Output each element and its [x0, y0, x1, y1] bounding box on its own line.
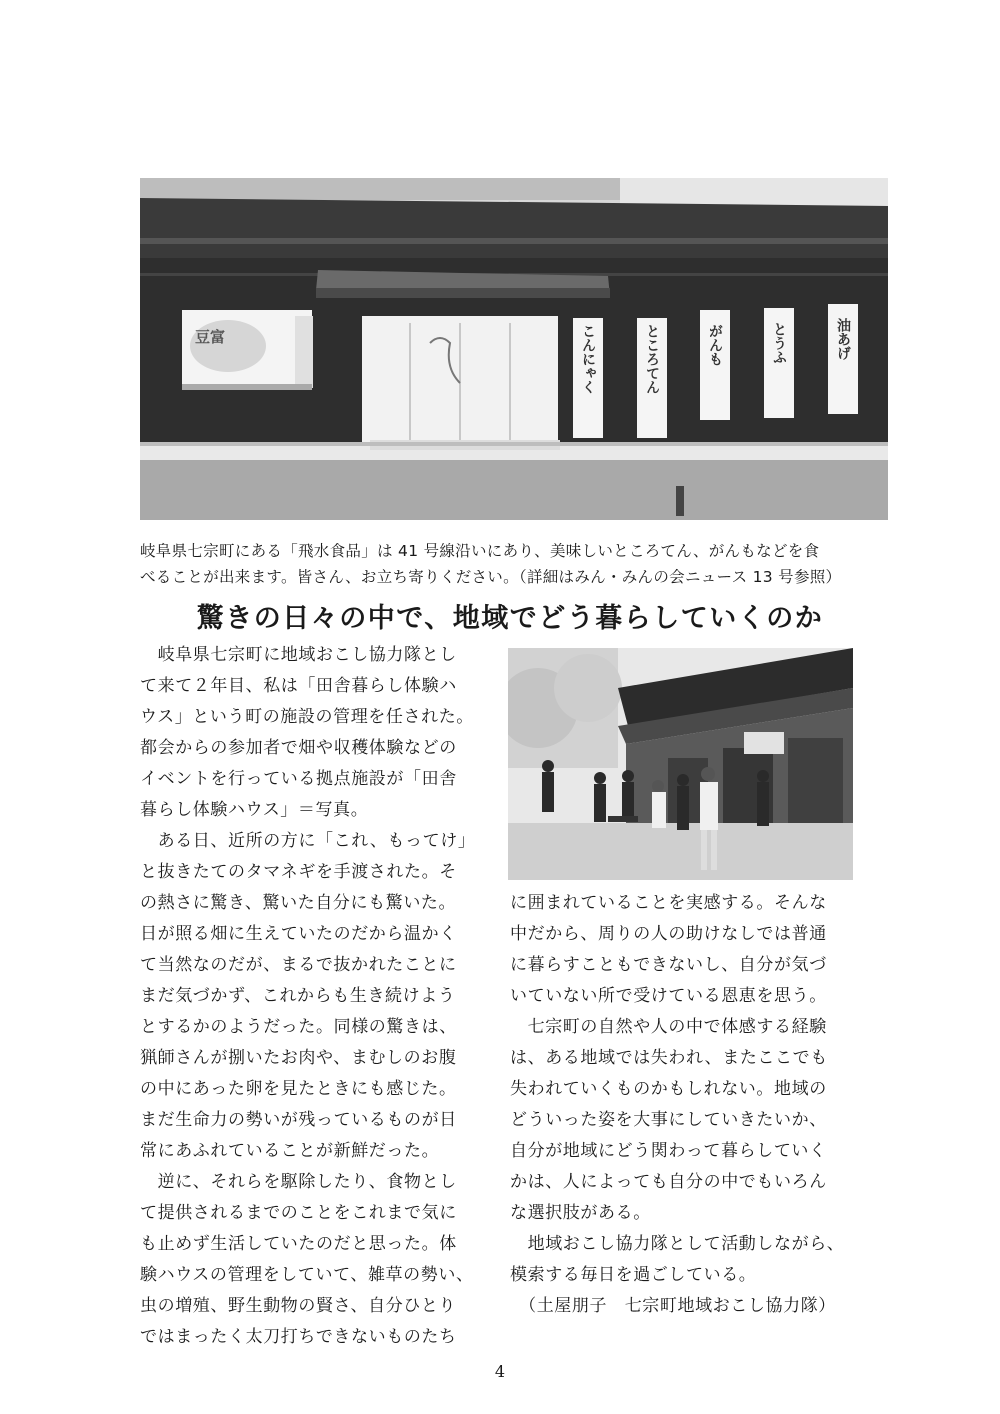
body-line: に暮らすこともできないし、自分が気づ [510, 955, 827, 975]
banner-text: がんも [707, 324, 723, 366]
page-number: 4 [494, 1362, 506, 1381]
body-line: 岐阜県七宗町に地域おこし協力隊とし [140, 645, 457, 665]
body-line: の中にあった卵を見たときにも感じた。 [140, 1079, 457, 1099]
banner-tokoroten [637, 318, 667, 438]
banner-text: 油あげ [835, 318, 851, 360]
body-line: 逆に、それらを駆除したり、食物とし [140, 1172, 457, 1192]
banner-tofu [764, 308, 794, 418]
body-line: 虫の増殖、野生動物の賢さ、自分ひとり [140, 1296, 457, 1316]
body-line: とするかのようだった。同様の驚きは、 [140, 1017, 457, 1037]
body-line: は、ある地域では失われ、またここでも [510, 1048, 828, 1068]
body-line: 地域おこし協力隊として活動しながら、 [510, 1234, 845, 1254]
body-line: 七宗町の自然や人の中で体感する経験 [510, 1017, 827, 1037]
panel-logo-text: 豆富 [195, 328, 226, 346]
body-line: て提供されるまでのことをこれまで気に [140, 1203, 457, 1223]
body-line: 暮らし体験ハウス」＝写真。 [140, 800, 369, 820]
body-line: の熱さに驚き、驚いた自分にも驚いた。 [140, 893, 457, 913]
banner-text: とうふ [771, 322, 787, 364]
banner-text: こんにゃく [580, 324, 596, 394]
banner-text: ところてん [644, 324, 660, 394]
body-line: も止めず生活していたのだと思った。体 [140, 1234, 457, 1254]
body-line: 日が照る畑に生えていたのだから温かく [140, 924, 457, 944]
banner-ganmo [700, 310, 730, 420]
body-line: かは、人によっても自分の中でもいろん [510, 1172, 827, 1192]
body-line: いていない所で受けている恩恵を思う。 [510, 986, 827, 1006]
body-line: どういった姿を大事にしていきたいか、 [510, 1110, 827, 1130]
author-credit: （土屋朋子 七宗町地域おこし協力隊） [510, 1296, 836, 1316]
body-line: て来て２年目、私は「田舎暮らし体験ハ [140, 676, 457, 696]
body-line: 模索する毎日を過ごしている。 [510, 1265, 757, 1285]
body-line: て当然なのだが、まるで抜かれたことに [140, 955, 457, 975]
body-line: 自分が地域にどう関わって暮らしていく [510, 1141, 827, 1161]
body-line: まだ生命力の勢いが残っているものが日 [140, 1110, 457, 1130]
body-line: 都会からの参加者で畑や収穫体験などの [140, 738, 457, 758]
body-line: と抜きたてのタマネギを手渡された。そ [140, 862, 457, 882]
body-line: 失われていくものかもしれない。地域の [510, 1079, 827, 1099]
article-headline: 驚きの日々の中で、地域でどう暮らしていくのか [196, 603, 824, 634]
body-line: ウス」という町の施設の管理を任された。 [140, 707, 474, 727]
photo-caption-line-2: べることが出来ます。皆さん、お立ち寄りください。（詳細はみん・みんの会ニュース 13 号参照） [140, 568, 842, 586]
banner-konnyaku [573, 318, 603, 438]
banner-aburaage [828, 304, 858, 414]
storefront-photo [140, 178, 888, 520]
body-line: 常にあふれていることが新鮮だった。 [140, 1141, 440, 1161]
body-line: に囲まれていることを実感する。そんな [510, 893, 827, 913]
body-line: ある日、近所の方に「これ、もってけ」 [140, 831, 476, 851]
body-line: ではまったく太刀打ちできないものたち [140, 1327, 457, 1347]
body-line: まだ気づかず、これからも生き続けよう [140, 986, 456, 1006]
body-line: 猟師さんが捌いたお肉や、まむしのお腹 [140, 1048, 457, 1068]
experience-house-photo [508, 648, 853, 880]
body-line: な選択肢がある。 [510, 1203, 651, 1223]
photo-caption-line-1: 岐阜県七宗町にある「飛水食品」は 41 号線沿いにあり、美味しいところてん、がんもなどを食 [140, 542, 820, 560]
body-line: 中だから、周りの人の助けなしでは普通 [510, 924, 827, 944]
body-line: 験ハウスの管理をしていて、雑草の勢い、 [140, 1265, 474, 1285]
body-line: イベントを行っている拠点施設が「田舎 [140, 769, 457, 789]
